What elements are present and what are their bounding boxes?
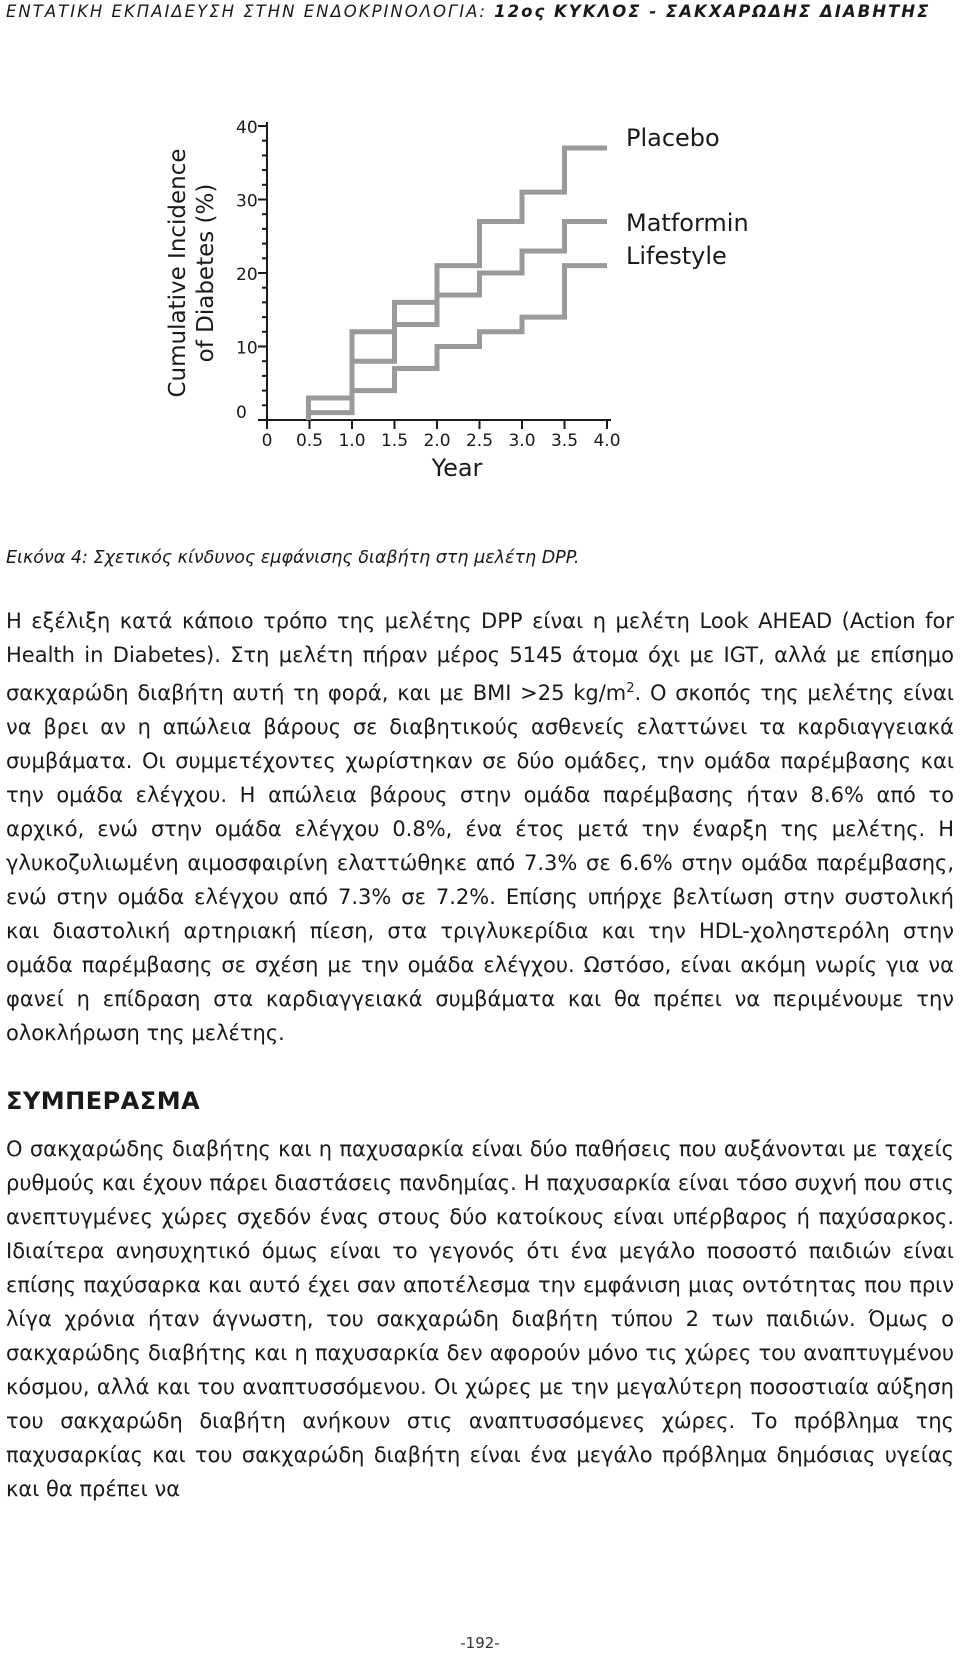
x-tick-label: 4.0 (593, 431, 621, 451)
running-header (6, 2, 956, 21)
y-tick-label: 10 (236, 338, 258, 359)
chart-x-label: Year (431, 454, 483, 482)
diabetes-incidence-chart (0, 110, 960, 490)
y-tick-label: 40 (236, 118, 258, 138)
paragraph1-superscript: 2 (626, 681, 635, 696)
legend-placebo: Placebo (626, 124, 720, 152)
header-cycle: 12ος ΚΥΚΛΟΣ - ΣΑΚΧΑΡΩΔΗΣ ΔΙΑΒΗΤΗΣ (494, 2, 931, 21)
x-tick-label: 1.5 (380, 431, 409, 451)
paragraph-conclusion: Ο σακχαρώδης διαβήτης και η παχυσαρκία είναι δύο παθήσεις που αυξάνονται με ταχείς ρυθμούς και έχουν πάρει διαστάσεις πανδημίας. Η παχυσαρκία είναι τόσο συχνή που στις ανεπτυγμένες χώρες σχεδόν ένας στους δύο κατοίκους είναι υπέρβαρος ή παχύσαρκος. Ιδιαίτερα ανησυχητικό όμως είναι το γεγονός ότι ένα μεγάλο ποσοστό παιδιών είναι επίσης παχύσαρκα και αυτό έχει σαν αποτέλεσμα την εμφάνιση μιας οντότητας που πριν λίγα χρόνια ήταν άγνωστη, του σακχαρώδη διαβήτη τύπου 2 των παιδιών. Όμως ο σακχαρώδης διαβήτης και η παχυσαρκία δεν αφορούν μόνο τις χώρες του αναπτυγμένου κόσμου, αλλά και του αναπτυσσόμενου. Οι χώρες με την μεγαλύτερη ποσοστιαία αύξηση του σακχαρώδη διαβήτη ανήκουν στις αναπτυσσόμενες χώρες. Το πρόβλημα της παχυσαρκίας και του σακχαρώδη διαβήτη είναι ένα μεγάλο πρόβλημα δημόσιας υγείας και θα πρέπει να (6, 1137, 954, 1501)
page-number: -192- (460, 1634, 500, 1652)
x-tick-label: 3.0 (508, 431, 536, 451)
x-tick-label: 0.5 (295, 431, 324, 451)
y-tick-label: 20 (236, 265, 258, 285)
y-tick-label: 30 (236, 191, 258, 212)
section-heading-conclusion: ΣΥΜΠΕΡΑΣΜΑ (6, 1087, 201, 1115)
chart-y-label-line1: Cumulative Incidence (165, 148, 191, 398)
chart-series (309, 148, 608, 420)
paragraph-look-ahead (6, 604, 954, 1050)
figure-caption: Εικόνα 4: Σχετικός κίνδυνος εμφάνισης διαβήτη στη μελέτη DPP. (6, 548, 580, 568)
x-tick-label: 2.5 (465, 431, 494, 451)
paragraph1-text: Η εξέλιξη κατά κάποιο τρόπο της μελέτης DPP είναι η μελέτη Look AHEAD (Action for Health in Diabetes). Στη μελέτη πήραν μέρος 5145 άτομα όχι με IGT, αλλά με επίσημο σακχαρώδη διαβήτη αυτή τη φορά, και με BMI >25 kg/m (6, 609, 954, 705)
x-tick-label: 3.5 (550, 431, 579, 451)
legend-lifestyle: Lifestyle (626, 242, 727, 270)
x-tick-label: 2.0 (423, 431, 451, 451)
x-tick-label: 0 (261, 431, 273, 451)
x-tick-label: 1.0 (338, 431, 366, 451)
header-prefix: ΕΝΤΑΤΙΚΗ ΕΚΠΑΙΔΕΥΣΗ ΣΤΗΝ ΕΝΔΟΚΡΙΝΟΛΟΓΙΑ: (6, 2, 495, 21)
chart-y-label-line2: of Diabetes (%) (193, 183, 219, 363)
paragraph1-rest: . Ο σκοπός της μελέτης είναι να βρει αν η απώλεια βάρους σε διαβητικούς ασθενείς ελαττώνει τα καρδιαγγειακά συμβάματα. Οι συμμετέχοντες χωρίστηκαν σε δύο ομάδες, την ομάδα παρέμβασης και την ομάδα ελέγχου. Η απώλεια βάρους στην ομάδα παρέμβασης ήταν 8.6% από το αρχικό, ενώ στην ομάδα ελέγχου 0.8%, ένα έτος μετά την έναρξη της μελέτης. Η γλυκοζυλιωμένη αιμοσφαιρίνη ελαττώθηκε από 7.3% σε 6.6% στην ομάδα παρέμβασης, ενώ στην ομάδα ελέγχου από 7.3% σε 7.2%. Επίσης υπήρχε βελτίωση στην συστολική και διαστολική αρτηριακή πίεση, στα τριγλυκερίδια και την HDL-χοληστερόλη στην ομάδα παρέμβασης σε σχέση με την ομάδα ελέγχου. Ωστόσο, είναι ακόμη νωρίς για να φανεί η επίδραση στα καρδιαγγειακά συμβάματα και θα πρέπει να περιμένουμε την ολοκλήρωση της μελέτης. (6, 681, 954, 1045)
y-tick-label: 0 (236, 403, 247, 423)
legend-matformin: Matformin (626, 209, 749, 237)
